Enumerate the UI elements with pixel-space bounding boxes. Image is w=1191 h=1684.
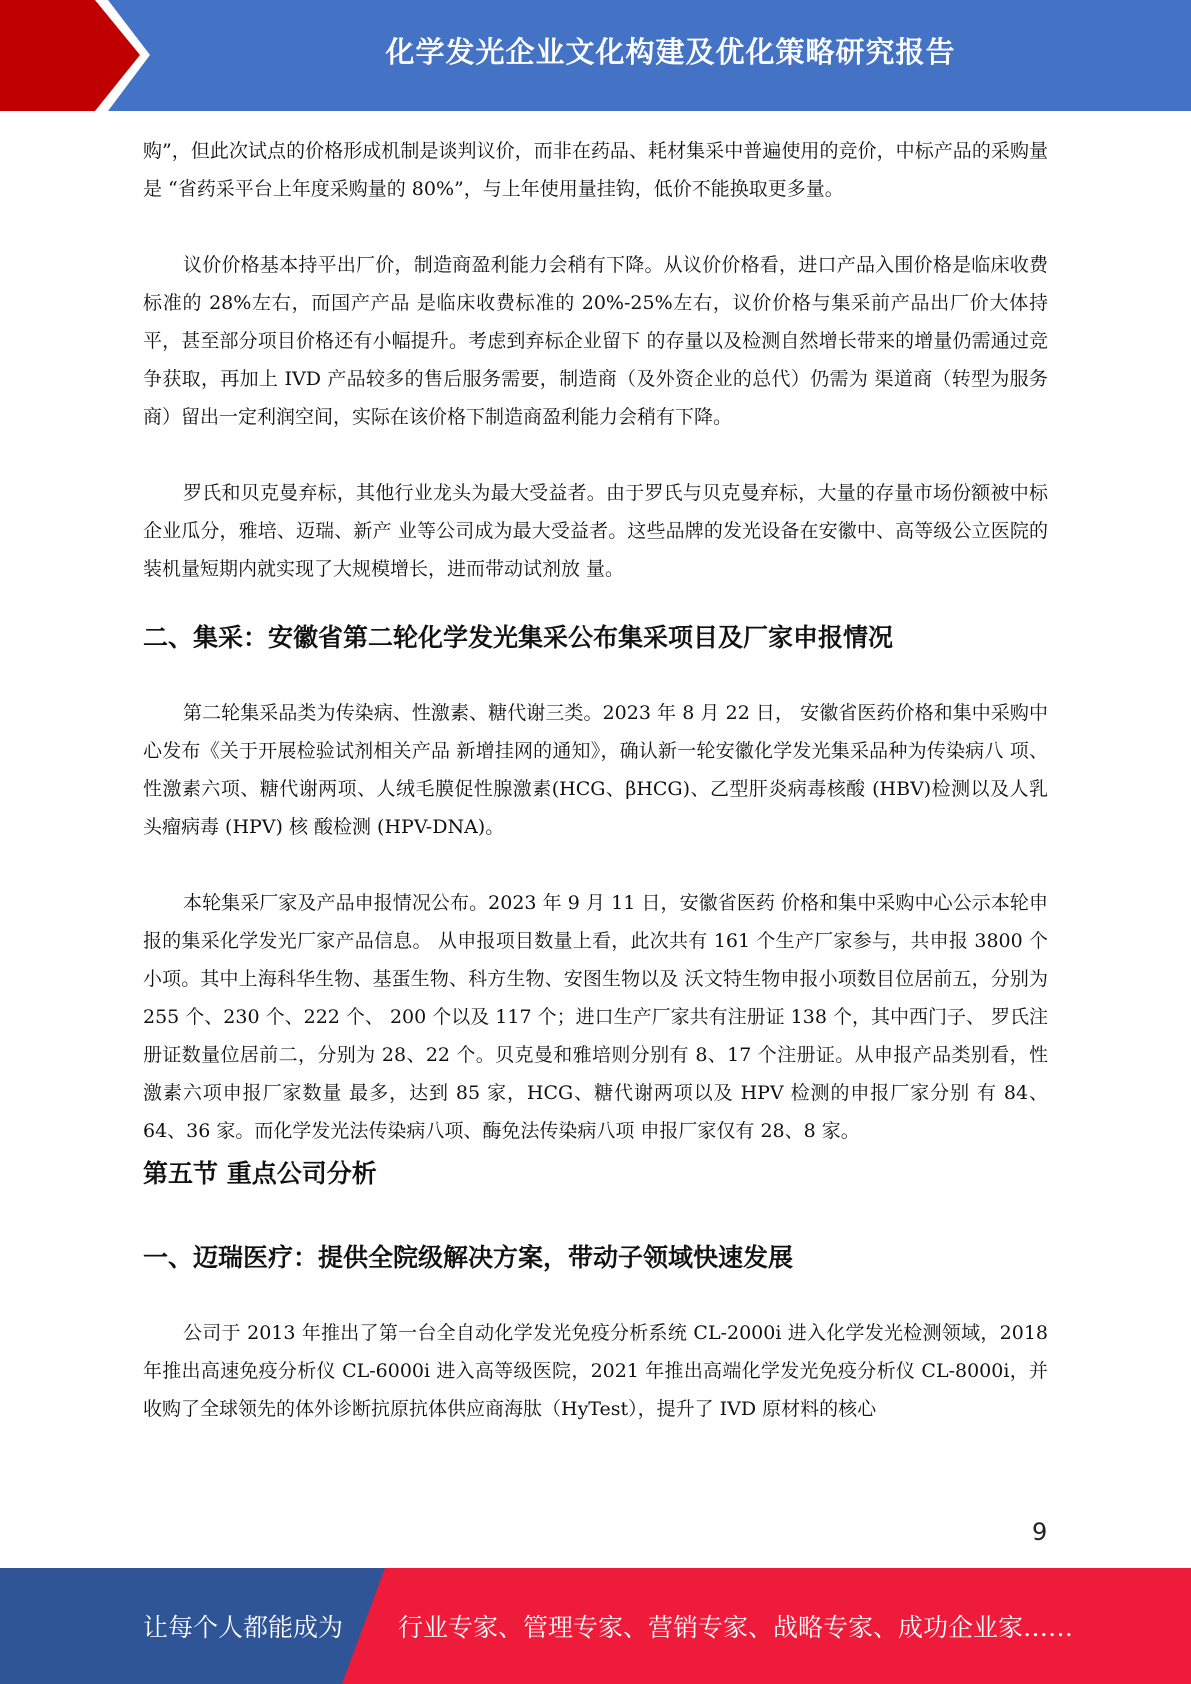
paragraph: 购”，但此次试点的价格形成机制是谈判议价，而非在药品、耗材集采中普遍使用的竞价，中标产品的采购量是 “省药采平台上年度采购量的 80%”，与上年使用量挂钩，低价不能换取更多量。 (143, 140, 1048, 200)
page-number: 9 (1032, 1518, 1048, 1546)
section-heading: 一、迈瑞医疗：提供全院级解决方案，带动子领域快速发展 (143, 1243, 794, 1272)
chapter-heading: 第五节 重点公司分析 (143, 1159, 377, 1188)
report-title: 化学发光企业文化构建及优化策略研究报告 (385, 34, 956, 69)
paragraph: 本轮集采厂家及产品申报情况公布。2023 年 9 月 11 日，安徽省医药 价格和集中采购中心公示本轮申报的集采化学发光厂家产品信息。 从申报项目数量上看，此次共有 161 个生产厂家参与，共申报 3800 个小项。其中上海科华生物、基蛋生物、科方生物、安图生物以及 沃文特生物申报小项数目位居前五，分别为 255 个、230 个、222 个、 200 个以及 117 个；进口生产厂家共有注册证 138 个，其中西门子、 罗氏注册证数量位居前二，分别为 28、22 个。贝克曼和雅培则分别有 8、17 个注册证。从申报产品类别看，性激素六项申报厂家数量 最多，达到 85 家，HCG、糖代谢两项以及 HPV 检测的申报厂家分别 有 84、64、36 家。而化学发光法传染病八项、酶免法传染病八项 申报厂家仅有 28、8 家。 (143, 892, 1048, 1142)
paragraph: 第二轮集采品类为传染病、性激素、糖代谢三类。2023 年 8 月 22 日， 安徽省医药价格和集中采购中心发布《关于开展检验试剂相关产品 新增挂网的通知》，确认新一轮安徽化学发光集采品种为传染病八 项、性激素六项、糖代谢两项、人绒毛膜促性腺激素(HCG、βHCG)、乙型肝炎病毒核酸 (HBV)检测以及人乳头瘤病毒 (HPV) 核 酸检测 (HPV-DNA)。 (143, 702, 1048, 838)
page-footer (0, 1568, 1191, 1684)
paragraph: 议价价格基本持平出厂价，制造商盈利能力会稍有下降。从议价价格看，进口产品入围价格是临床收费标准的 28%左右，而国产产品 是临床收费标准的 20%-25%左右，议价价格与集采前产品出厂价大体持平，甚至部分项目价格还有小幅提升。考虑到弃标企业留下 的存量以及检测自然增长带来的增量仍需通过竞争获取，再加上 IVD 产品较多的售后服务需要，制造商（及外资企业的总代）仍需为 渠道商（转型为服务商）留出一定利润空间，实际在该价格下制造商盈利能力会稍有下降。 (143, 254, 1048, 428)
section-heading: 二、集采：安徽省第二轮化学发光集采公布集采项目及厂家申报情况 (143, 623, 894, 652)
paragraph: 罗氏和贝克曼弃标，其他行业龙头为最大受益者。由于罗氏与贝克曼弃标，大量的存量市场份额被中标企业瓜分，雅培、迈瑞、新产 业等公司成为最大受益者。这些品牌的发光设备在安徽中、高等级公立医院的装机量短期内就实现了大规模增长，进而带动试剂放 量。 (143, 482, 1048, 580)
main-content (143, 132, 1048, 1428)
footer-slogan-right: 行业专家、管理专家、营销专家、战略专家、成功企业家…… (398, 1613, 1074, 1642)
paragraph: 公司于 2013 年推出了第一台全自动化学发光免疫分析系统 CL-2000i 进入化学发光检测领域，2018 年推出高速免疫分析仪 CL-6000i 进入高等级医院，2021 年推出高端化学发光免疫分析仪 CL-8000i，并收购了全球领先的体外诊断抗原抗体供应商海肽（HyTest），提升了 IVD 原材料的核心 (143, 1322, 1048, 1420)
page-header (0, 0, 1191, 111)
footer-slogan-left: 让每个人都能成为 (143, 1613, 344, 1642)
